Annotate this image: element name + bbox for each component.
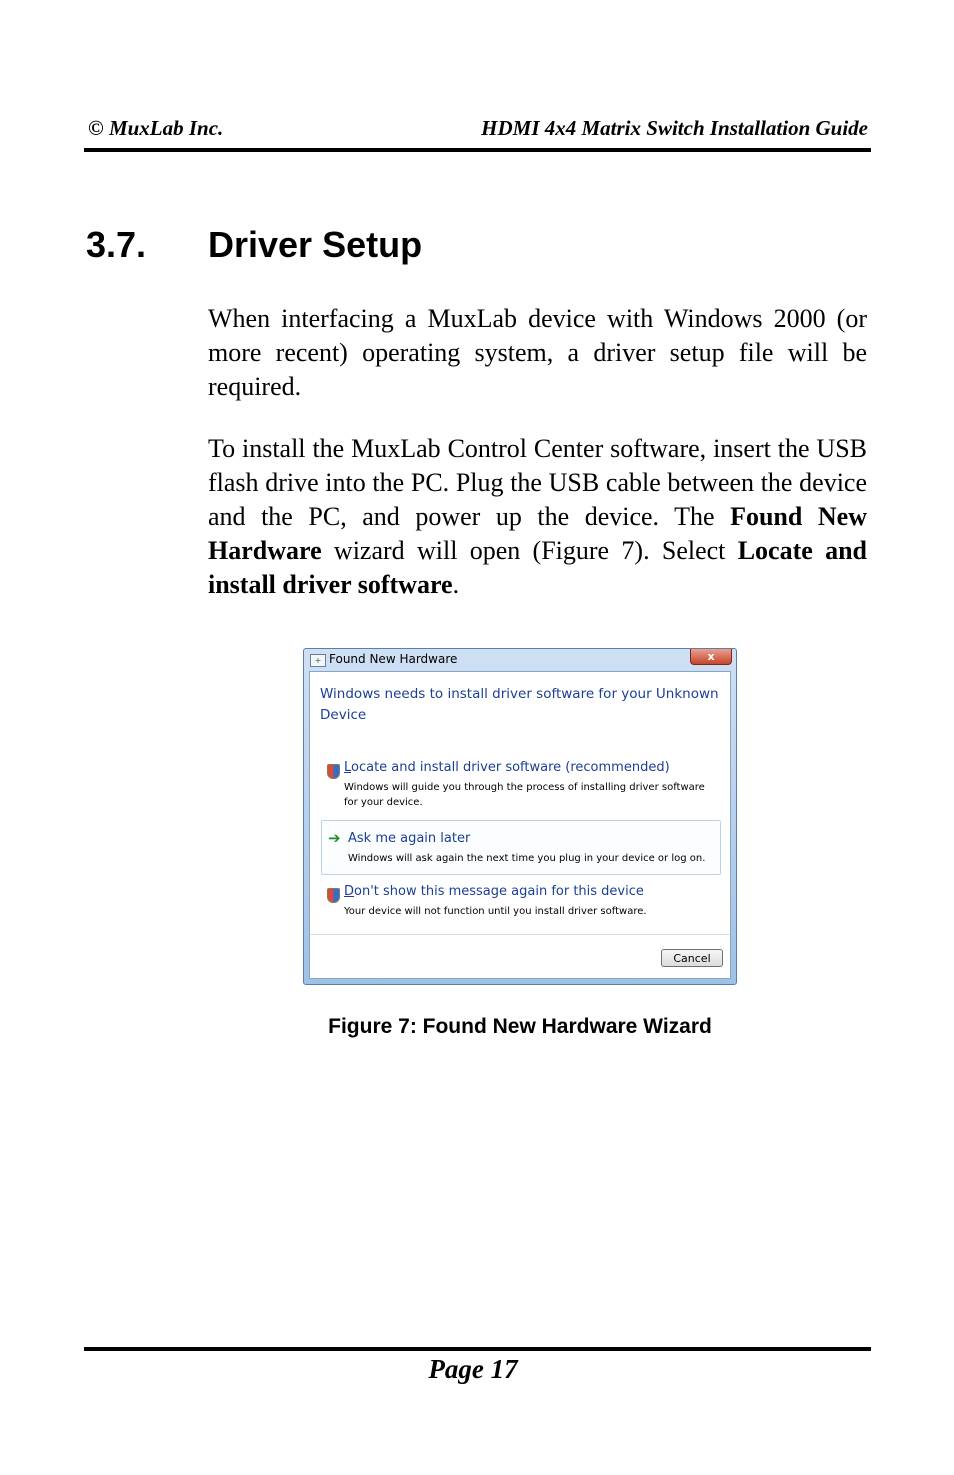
dialog-heading: Windows needs to install driver software for your Unknown Device — [320, 686, 719, 723]
section-number: 3.7. — [86, 224, 147, 265]
option-ask-later[interactable] — [321, 820, 721, 875]
figure-caption: Figure 7: Found New Hardware Wizard — [328, 1015, 712, 1038]
green-arrow-icon: ➔ — [328, 829, 341, 847]
option-accelerator: L — [344, 760, 352, 775]
page-number: Page 17 — [428, 1354, 518, 1384]
header-company: © MuxLab Inc. — [88, 116, 224, 140]
dialog-client-area — [309, 671, 731, 979]
dialog-divider — [310, 934, 730, 935]
option-locate-install[interactable] — [322, 760, 720, 812]
option-title-text: ocate and install driver software (recommended) — [351, 760, 670, 775]
page-header — [84, 116, 871, 152]
section-title: Driver Setup — [208, 224, 423, 265]
option-dont-show[interactable] — [322, 884, 720, 928]
header-guide-title: HDMI 4x4 Matrix Switch Installation Guide — [481, 116, 868, 140]
option-description: Windows will ask again the next time you plug in your device or log on. — [348, 853, 706, 864]
option-description: Your device will not function until you install driver software. — [344, 906, 647, 917]
option-title-text: Ask me again later — [348, 831, 471, 846]
option-title — [344, 760, 670, 775]
dialog-title: Found New Hardware — [329, 652, 458, 666]
paragraph-install-bold-1: Found New Hardware — [208, 502, 867, 565]
found-new-hardware-dialog — [303, 648, 737, 985]
option-accelerator: D — [344, 884, 355, 899]
option-title — [344, 884, 644, 899]
option-title — [348, 831, 470, 846]
paragraph-install-text-2: wizard will open (Figure 7). Select — [321, 536, 738, 565]
paragraph-install-text-3: . — [452, 570, 460, 599]
paragraph-install-text-1: To install the MuxLab Control Center software, insert the USB flash drive into the PC. Plug the USB cable between the device and the PC, and power up the device. The — [208, 434, 867, 531]
option-description: Windows will guide you through the process of installing driver software for your device. — [344, 782, 705, 808]
section-heading — [86, 224, 422, 266]
paragraph-install — [208, 432, 867, 602]
paragraph-intro: When interfacing a MuxLab device with Windows 2000 (or more recent) operating system, a driver setup file will be required. — [208, 304, 867, 401]
page-footer-rule — [84, 1347, 871, 1351]
dialog-titlebar[interactable] — [304, 649, 736, 671]
close-icon: x — [707, 650, 715, 663]
shield-icon — [327, 764, 340, 779]
option-title-text: on't show this message again for this device — [354, 884, 644, 899]
paragraph-install-bold-2: Locate and install driver software — [208, 536, 868, 599]
hardware-wizard-icon: + — [310, 654, 326, 667]
cancel-button[interactable]: Cancel — [661, 949, 723, 967]
shield-icon — [327, 888, 340, 903]
close-button[interactable] — [690, 649, 732, 665]
